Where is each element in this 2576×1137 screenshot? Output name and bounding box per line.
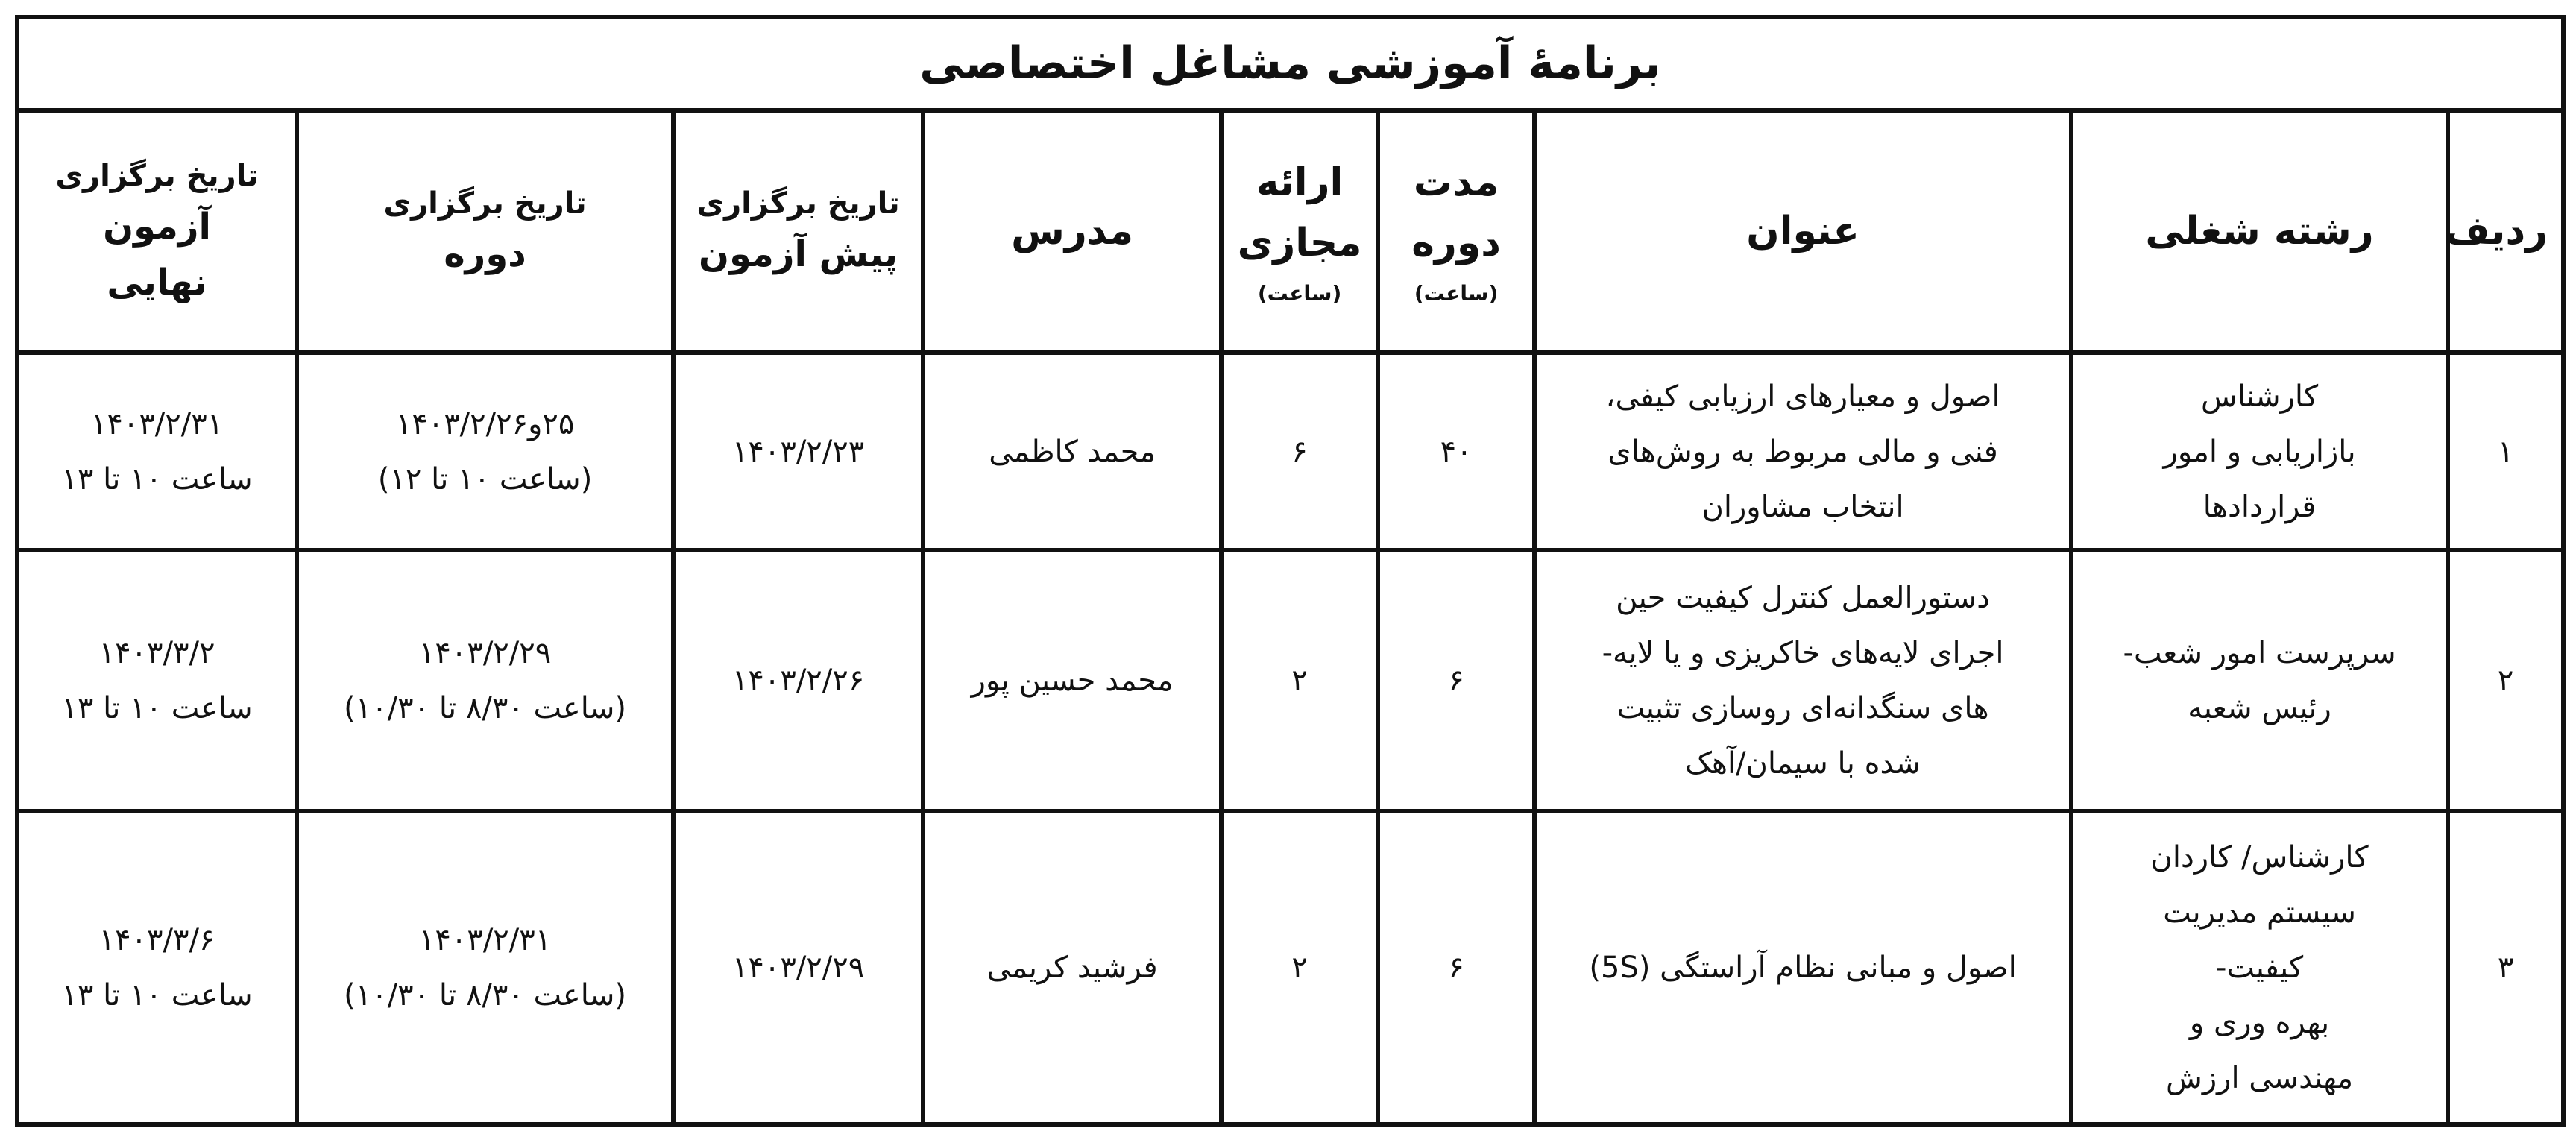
header-virtual-line: مجازی: [1237, 220, 1362, 265]
header-final-line: نهایی: [107, 261, 207, 303]
header-course-line: تاریخ برگزاری: [383, 186, 587, 221]
cell-row-num: ۲: [2448, 550, 2563, 811]
document-frame: [15, 15, 2561, 1122]
cell-line: ۱۴۰۳/۲/۲۹: [418, 636, 552, 670]
cell-instructor: محمد کاظمی: [923, 353, 1221, 550]
cell-job-field: [2071, 353, 2448, 550]
header-pretest-line: تاریخ برگزاری: [696, 186, 900, 221]
cell-line: بازاریابی و امور: [2163, 434, 2356, 469]
page-title: برنامهٔ آموزشی مشاغل اختصاصی: [17, 17, 2563, 110]
cell-line: سرپرست امور شعب-: [2123, 636, 2396, 670]
cell-line: فنی و مالی مربوط به روش‌های: [1607, 434, 1998, 469]
cell-line: قراردادها: [2202, 489, 2317, 524]
cell-instructor: فرشید کریمی: [923, 811, 1221, 1124]
cell-line: های سنگدانه‌ای روسازی تثبیت: [1616, 691, 1989, 725]
cell-subject: [1534, 550, 2071, 811]
table-row: [17, 353, 2563, 550]
cell-line: سیستم مدیریت: [2163, 895, 2356, 930]
header-duration-unit: (ساعت): [1414, 281, 1499, 306]
cell-line: انتخاب مشاوران: [1701, 489, 1904, 524]
cell-line: اصول و معیارهای ارزیابی کیفی،: [1605, 379, 2000, 414]
header-row: [17, 110, 2563, 353]
cell-line: (ساعت ۸/۳۰ تا ۱۰/۳۰): [344, 978, 626, 1012]
header-duration-line: دوره: [1411, 220, 1501, 265]
cell-final-exam-date: [17, 353, 297, 550]
cell-instructor: محمد حسین پور: [923, 550, 1221, 811]
cell-line: ساعت ۱۰ تا ۱۳: [61, 462, 253, 497]
cell-duration: ۶: [1378, 550, 1534, 811]
cell-line: (ساعت ۸/۳۰ تا ۱۰/۳۰): [344, 691, 626, 725]
cell-final-exam-date: [17, 811, 297, 1124]
cell-virtual: ۶: [1221, 353, 1378, 550]
cell-line: رئیس شعبه: [2188, 691, 2331, 725]
header-course-line: دوره: [444, 233, 526, 276]
cell-job-field: [2071, 550, 2448, 811]
cell-line: ۱۴۰۳/۳/۲: [98, 636, 215, 670]
table-row: [17, 550, 2563, 811]
cell-course-date: [297, 811, 673, 1124]
cell-line: مهندسی ارزش: [2166, 1061, 2354, 1095]
cell-row-num: ۱: [2448, 353, 2563, 550]
cell-final-exam-date: [17, 550, 297, 811]
cell-line: دستورالعمل کنترل کیفیت حین: [1616, 581, 1990, 615]
cell-virtual: ۲: [1221, 550, 1378, 811]
cell-duration: ۴۰: [1378, 353, 1534, 550]
header-final-exam-date: [17, 110, 297, 353]
header-pretest-line: پیش آزمون: [699, 233, 898, 276]
cell-line: ۲۵و۱۴۰۳/۲/۲۶: [395, 406, 575, 441]
header-virtual-unit: (ساعت): [1257, 281, 1342, 306]
header-final-line: آزمون: [103, 206, 211, 248]
header-pretest-date: [673, 110, 923, 353]
cell-line: بهره وری و: [2189, 1006, 2330, 1040]
cell-subject: [1534, 353, 2071, 550]
header-virtual: [1221, 110, 1378, 353]
cell-pretest-date: ۱۴۰۳/۲/۲۹: [673, 811, 923, 1124]
header-duration-line: مدت: [1413, 160, 1499, 206]
cell-line: اجرای لایه‌های خاکریزی و یا لایه-: [1602, 636, 2004, 670]
cell-line: اصول و مبانی نظام آراستگی (5S): [1589, 951, 2017, 985]
cell-line: ۱۴۰۳/۲/۳۱: [418, 923, 552, 957]
header-row-num: ردیف: [2448, 110, 2563, 353]
cell-virtual: ۲: [1221, 811, 1378, 1124]
header-instructor: مدرس: [923, 110, 1221, 353]
cell-pretest-date: ۱۴۰۳/۲/۲۳: [673, 353, 923, 550]
cell-job-field: [2071, 811, 2448, 1124]
header-virtual-line: ارائه: [1256, 160, 1344, 206]
cell-pretest-date: ۱۴۰۳/۲/۲۶: [673, 550, 923, 811]
cell-course-date: [297, 353, 673, 550]
header-job-field: رشته شغلی: [2071, 110, 2448, 353]
cell-line: کیفیت-: [2215, 951, 2304, 985]
cell-row-num: ۳: [2448, 811, 2563, 1124]
cell-course-date: [297, 550, 673, 811]
header-duration: [1378, 110, 1534, 353]
header-subject: عنوان: [1534, 110, 2071, 353]
header-final-line: تاریخ برگزاری: [55, 159, 259, 194]
cell-duration: ۶: [1378, 811, 1534, 1124]
cell-line: کارشناس/ کاردان: [2150, 840, 2369, 875]
cell-line: کارشناس: [2200, 379, 2319, 414]
cell-line: ساعت ۱۰ تا ۱۳: [61, 978, 253, 1012]
cell-subject: [1534, 811, 2071, 1124]
cell-line: ۱۴۰۳/۲/۳۱: [90, 406, 224, 441]
cell-line: ۱۴۰۳/۳/۶: [98, 923, 215, 957]
cell-line: ساعت ۱۰ تا ۱۳: [61, 691, 253, 725]
cell-line: (ساعت ۱۰ تا ۱۲): [377, 462, 593, 497]
header-course-date: [297, 110, 673, 353]
table-row: [17, 811, 2563, 1124]
training-schedule-table: [15, 15, 2566, 1127]
cell-line: شده با سیمان/آهک: [1685, 746, 1921, 781]
